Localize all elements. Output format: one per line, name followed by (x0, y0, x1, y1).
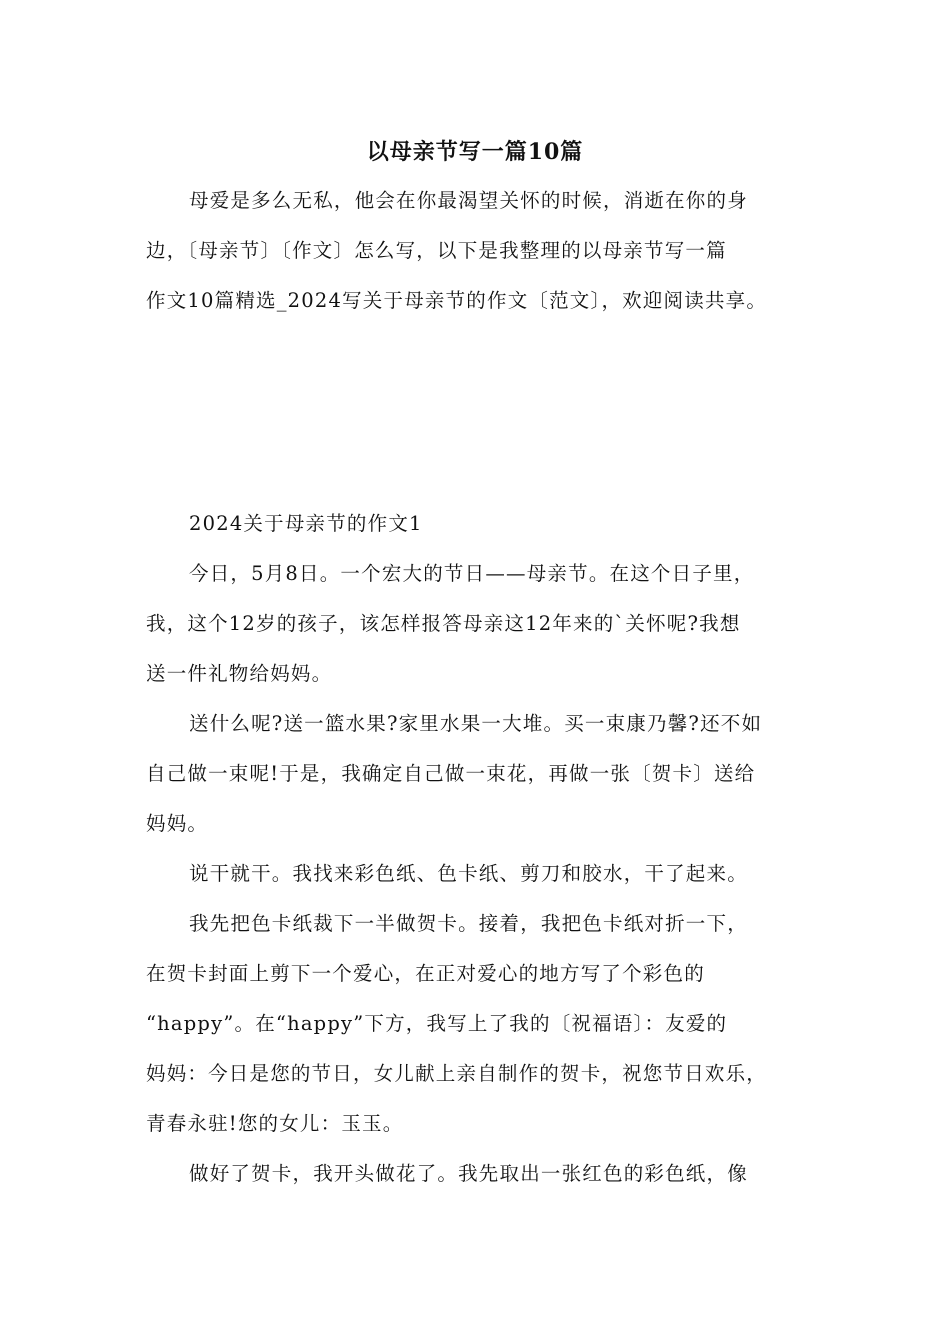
paragraph-2-line-3: 妈妈。 (146, 812, 209, 835)
paragraph-4-line-3: “happy”。在“happy”下方，我写上了我的〔祝福语〕：友爱的 (146, 1012, 728, 1035)
intro-line-3: 作文10篇精选_2024写关于母亲节的作文〔范文〕，欢迎阅读共享。 (146, 289, 768, 312)
intro-line-2: 边，〔母亲节〕〔作文〕怎么写，以下是我整理的以母亲节写一篇 (146, 239, 727, 262)
paragraph-2-line-2: 自己做一束呢!于是，我确定自己做一束花，再做一张〔贺卡〕送给 (146, 762, 756, 785)
paragraph-1-line-1: 今日，5月8日。一个宏大的节日——母亲节。在这个日子里， (189, 562, 755, 585)
paragraph-4-line-1: 我先把色卡纸裁下一半做贺卡。接着，我把色卡纸对折一下， (189, 912, 748, 935)
paragraph-4-line-2: 在贺卡封面上剪下一个爱心，在正对爱心的地方写了个彩色的 (146, 962, 705, 985)
intro-line-1: 母爱是多么无私，他会在你最渴望关怀的时候，消逝在你的身 (189, 189, 748, 212)
section-heading: 2024关于母亲节的作文1 (189, 512, 423, 535)
paragraph-1-line-3: 送一件礼物给妈妈。 (146, 662, 333, 685)
paragraph-1-line-2: 我，这个12岁的孩子，该怎样报答母亲这12年来的`关怀呢?我想 (146, 612, 741, 635)
paragraph-3-line-1: 说干就干。我找来彩色纸、色卡纸、剪刀和胶水，干了起来。 (189, 862, 748, 885)
paragraph-2-line-1: 送什么呢?送一篮水果?家里水果一大堆。买一束康乃馨?还不如 (189, 712, 763, 735)
paragraph-4-line-4: 妈妈：今日是您的节日，女儿献上亲自制作的贺卡，祝您节日欢乐， (146, 1062, 768, 1085)
paragraph-5-line-1: 做好了贺卡，我开头做花了。我先取出一张红色的彩色纸，像 (189, 1162, 748, 1185)
paragraph-4-line-5: 青春永驻!您的女儿：玉玉。 (146, 1112, 404, 1135)
document-title: 以母亲节写一篇10篇 (366, 139, 584, 165)
